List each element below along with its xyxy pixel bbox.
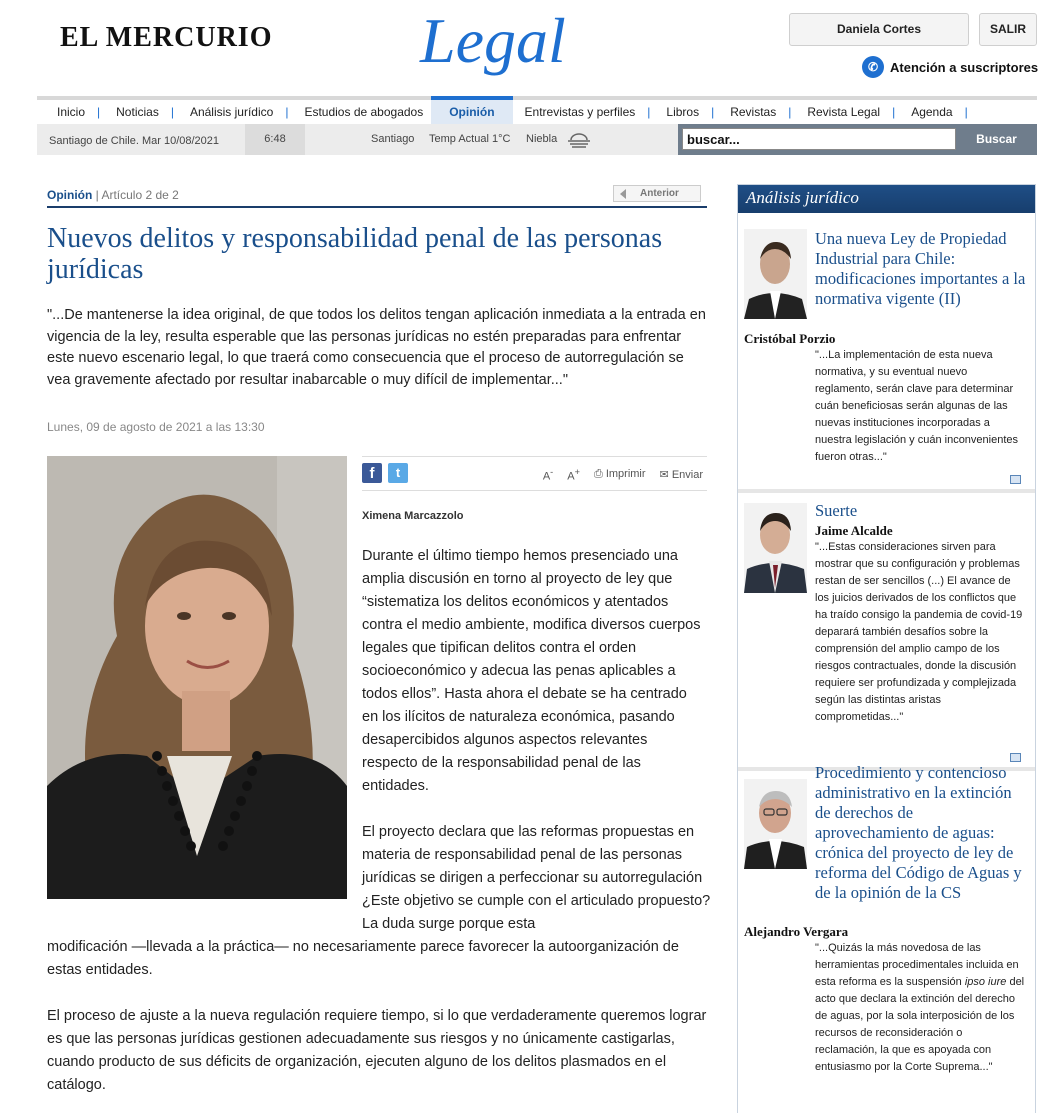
weather-condition: Niebla (526, 133, 558, 145)
previous-article-button[interactable] (613, 185, 701, 202)
mail-icon: ✉ (659, 469, 669, 482)
nav-item-label: Entrevistas y perfiles (524, 105, 636, 119)
article-lead: "...De mantenerse la idea original, de que todos los delitos tengan aplicación inmediata a la entrada en vigencia de la ley, resulta esperable que las personas jurídicas no estén preparadas para enfrentar este nuevo escenario legal, lo que traerá como consecuencia que el proceso de autorregulación se vea gravemente afectado por resultar inabarcable o muy difícil de implementar..." (47, 307, 706, 388)
brand-logo[interactable]: EL MERCURIO (60, 22, 273, 53)
author-photo (47, 456, 347, 899)
subscriber-support-label: Atención a suscriptores (890, 59, 1039, 75)
phone-icon: ✆ (862, 56, 884, 78)
search-bar (678, 124, 1037, 155)
sidebar-card-title[interactable]: Procedimiento y contencioso administrativo en la extinción de derechos de aprovechamiento de aguas: crónica del proyecto de ley de reforma del Código de Aguas y de la opinión de la CS (815, 763, 1022, 902)
more-icon[interactable] (1010, 475, 1021, 484)
nav-item-noticias[interactable] (108, 100, 182, 124)
more-icon[interactable] (1010, 753, 1021, 762)
sidebar-card-excerpt (815, 940, 1025, 1076)
nav-item-revista-legal[interactable] (799, 100, 903, 124)
nav-separator: | (647, 105, 651, 119)
article-paragraph: modificación —llevada a la práctica— no necesariamente parece favorecer la autoorganización de estas entidades. (47, 939, 679, 978)
excerpt-text: "...Quizás la más novedosa de las herramientas procedimentales incluida en esta reforma es la suspensión (815, 942, 1019, 988)
excerpt-italic: ipso iure (964, 976, 1007, 988)
nav-separator: | (788, 105, 792, 119)
main-nav (37, 96, 1037, 124)
print-icon: ⎙ (593, 468, 603, 481)
nav-item-label: Revista Legal (807, 105, 881, 119)
nav-separator: | (285, 105, 289, 119)
search-input[interactable] (682, 128, 956, 150)
share-toolbar (362, 456, 707, 491)
article-title: Nuevos delitos y responsabilidad penal de las personas jurídicas (47, 223, 663, 285)
article-paragraph: El proyecto declara que las reformas propuestas en materia de responsabilidad penal de las personas jurídicas se dirigen a perfeccionar su autorregulación ¿Este objetivo se cumple con el articulado propuesto? La duda surge porque esta (362, 824, 711, 932)
fog-icon (566, 132, 592, 148)
sidebar-card-author: Jaime Alcalde (815, 523, 893, 538)
breadcrumb (47, 188, 179, 202)
nav-item-entrevistas[interactable] (513, 100, 659, 124)
article-paragraph: Durante el último tiempo hemos presenciado una amplia discusión en torno al proyecto de ley que “sistematiza los delitos económicos y atentados contra el medio ambiente, modifica diversos cuerpos legales que tipifican delitos contra el orden socioeconómico y adecua las penas aplicables a todos ellos”. Hasta ahora el debate se ha centrado en los ilícitos de naturaleza económica, pasando desapercibidos algunos aspectos relevantes respecto de la responsabilidad penal de las entidades. (362, 548, 701, 794)
nav-item-agenda[interactable] (903, 100, 976, 124)
nav-item-libros[interactable] (658, 100, 722, 124)
facebook-icon[interactable]: f (362, 463, 382, 483)
nav-separator: | (711, 105, 715, 119)
author-thumbnail (744, 779, 807, 869)
article-author: Ximena Marcazzolo (362, 510, 464, 522)
excerpt-text: del acto que declara la extinción del derecho de aguas, por la sola interposición de los recursos de reconsideración o reclamación, la que es apoyada con entusiasmo por la Corte Suprema..." (815, 976, 1025, 1073)
send-button[interactable] (660, 468, 703, 481)
info-bar (37, 124, 1037, 155)
sidebar-analisis (737, 184, 1036, 1113)
plus-icon: + (574, 467, 580, 477)
user-button[interactable]: Daniela Cortes (789, 13, 969, 46)
nav-item-label: Revistas (730, 105, 777, 119)
print-button[interactable] (594, 468, 646, 481)
sidebar-card[interactable] (738, 763, 1035, 1113)
sidebar-card-title[interactable]: Una nueva Ley de Propiedad Industrial para Chile: modificaciones importantes a la normativa vigente (II) (815, 229, 1026, 308)
minus-icon: - (550, 467, 554, 477)
nav-item-label: Agenda (911, 105, 953, 119)
article-paragraph: El proceso de ajuste a la nueva regulación requiere tiempo, si lo que verdaderamente queremos lograr es que las personas jurídicas gestionen adecuadamente sus riesgos y no únicamente castigarlas, cuando producto de sus déficits de organización, ejecuten alguno de los delitos plasmados en el catálogo. (47, 1008, 707, 1093)
sidebar-card[interactable] (738, 213, 1035, 493)
font-decrease-label: A (542, 470, 551, 483)
sidebar-card-excerpt: "...La implementación de esta nueva normativa, y su eventual nuevo reglamento, serán clave para determinar cuán beneficiosas serán algunas de las nuevas instituciones incorporadas a nuestra legislación y cuán inconvenientes fueron otras..." (815, 349, 1019, 463)
breadcrumb-section[interactable]: Opinión (47, 188, 93, 202)
nav-separator: | (97, 105, 101, 119)
print-label: Imprimir (605, 468, 646, 481)
triangle-left-icon (620, 189, 626, 199)
send-label: Enviar (671, 469, 703, 482)
font-increase-label: A (567, 470, 575, 483)
nav-item-label: Noticias (116, 105, 159, 119)
nav-separator: | (170, 105, 174, 119)
nav-item-label: Opinión (449, 105, 495, 119)
weather-city: Santiago (371, 133, 415, 145)
nav-separator: | (964, 105, 968, 119)
search-button[interactable]: Buscar (960, 128, 1033, 151)
breadcrumb-separator: | (95, 188, 102, 202)
nav-item-label: Inicio (57, 105, 86, 119)
sidebar-card-author: Cristóbal Porzio (744, 331, 836, 346)
weather-temp: Temp Actual 1°C (429, 133, 511, 145)
sidebar-card-title[interactable]: Suerte (815, 501, 858, 520)
sidebar-card-excerpt: "...Estas consideraciones sirven para mostrar que su configuración y problemas restan de ser sencillos (...) El avance de los juicios derivados de los conflictos que ha traído consigo la pandemia de covid-19 deparará también desafíos sobre la comprensión del amplio campo de los riesgos contractuales, donde la discusión requiere ser profundizada y complejizada según las distintas aristas comprometidas..." (815, 541, 1023, 723)
sidebar-heading: Análisis jurídico (738, 185, 1035, 213)
nav-item-revistas[interactable] (722, 100, 799, 124)
article-tools (543, 467, 703, 483)
author-thumbnail (744, 503, 807, 593)
nav-item-opinion[interactable] (431, 96, 512, 124)
nav-item-estudios[interactable] (296, 100, 431, 124)
nav-item-analisis[interactable] (182, 100, 297, 124)
twitter-icon[interactable]: t (388, 463, 408, 483)
author-thumbnail (744, 229, 807, 319)
nav-item-label: Libros (666, 105, 700, 119)
sidebar-card-author: Alejandro Vergara (744, 924, 849, 939)
header-rule (47, 206, 707, 208)
current-time: 6:48 (245, 124, 305, 155)
publication-date: Lunes, 09 de agosto de 2021 a las 13:30 (47, 420, 265, 434)
article-position: Artículo 2 de 2 (101, 188, 179, 202)
nav-item-inicio[interactable] (37, 100, 108, 124)
font-increase-button[interactable] (567, 467, 580, 483)
font-decrease-button[interactable] (543, 467, 553, 483)
nav-item-label: Análisis jurídico (189, 105, 274, 119)
sidebar-card[interactable] (738, 493, 1035, 763)
subscriber-support-link[interactable] (862, 56, 1038, 78)
logout-button[interactable]: SALIR (979, 13, 1037, 46)
nav-item-label: Estudios de abogados (304, 105, 424, 119)
section-logo[interactable]: Legal (420, 5, 566, 76)
nav-separator: | (892, 105, 896, 119)
previous-label: Anterior (640, 188, 679, 199)
current-date: Santiago de Chile. Mar 10/08/2021 (49, 135, 220, 147)
